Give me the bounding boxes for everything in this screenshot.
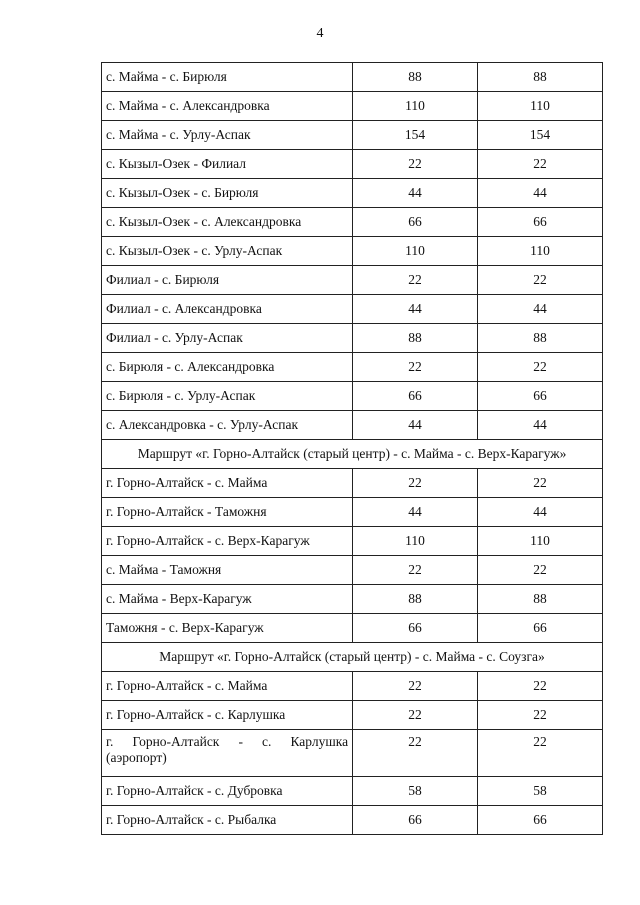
table-row	[102, 353, 603, 382]
fare-cell: 22	[353, 701, 478, 730]
section-title: Маршрут «г. Горно-Алтайск (старый центр) - с. Майма - с. Верх-Карагуж»	[102, 440, 603, 469]
table-row	[102, 730, 603, 777]
route-cell: с. Майма - Верх-Карагуж	[102, 585, 353, 614]
table-row	[102, 672, 603, 701]
table-row	[102, 806, 603, 835]
fares-table-body	[102, 63, 603, 835]
table-row	[102, 527, 603, 556]
fare-cell: 22	[353, 469, 478, 498]
page-number: 4	[316, 26, 324, 41]
route-cell: г. Горно-Алтайск - с. Майма	[102, 469, 353, 498]
route-cell: с. Александровка - с. Урлу-Аспак	[102, 411, 353, 440]
fare-cell: 66	[353, 614, 478, 643]
fare-cell: 22	[353, 672, 478, 701]
table-row	[102, 179, 603, 208]
fare-cell: 110	[478, 527, 603, 556]
route-cell: Таможня - с. Верх-Карагуж	[102, 614, 353, 643]
fare-cell: 66	[353, 806, 478, 835]
route-cell: Филиал - с. Александровка	[102, 295, 353, 324]
route-cell: г. Горно-Алтайск - с. Рыбалка	[102, 806, 353, 835]
route-cell: с. Бирюля - с. Александровка	[102, 353, 353, 382]
fare-cell: 22	[353, 353, 478, 382]
table-row	[102, 208, 603, 237]
fare-cell: 22	[478, 469, 603, 498]
fare-cell: 154	[478, 121, 603, 150]
fare-cell: 110	[478, 92, 603, 121]
fare-cell: 110	[353, 527, 478, 556]
fare-cell: 66	[353, 382, 478, 411]
fare-cell: 58	[478, 777, 603, 806]
route-cell: с. Кызыл-Озек - с. Урлу-Аспак	[102, 237, 353, 266]
route-section-header	[102, 440, 603, 469]
table-row	[102, 92, 603, 121]
fare-cell: 44	[353, 295, 478, 324]
fare-cell: 88	[478, 585, 603, 614]
route-cell: с. Бирюля - с. Урлу-Аспак	[102, 382, 353, 411]
route-cell: г. Горно-Алтайск - с. Карлушка	[102, 701, 353, 730]
fare-cell: 22	[353, 266, 478, 295]
table-row	[102, 498, 603, 527]
route-cell: с. Кызыл-Озек - с. Бирюля	[102, 179, 353, 208]
fare-cell: 88	[353, 63, 478, 92]
fare-cell: 66	[478, 614, 603, 643]
fare-cell: 58	[353, 777, 478, 806]
fare-cell: 88	[353, 585, 478, 614]
section-title: Маршрут «г. Горно-Алтайск (старый центр) - с. Майма - с. Соузга»	[102, 643, 603, 672]
fare-cell: 22	[478, 730, 603, 777]
route-cell: г. Горно-Алтайск - с. Карлушка (аэропорт)	[102, 730, 353, 777]
table-row	[102, 237, 603, 266]
fare-cell: 88	[478, 63, 603, 92]
fare-cell: 44	[478, 295, 603, 324]
table-row	[102, 266, 603, 295]
fare-cell: 66	[353, 208, 478, 237]
table-row	[102, 382, 603, 411]
table-row	[102, 324, 603, 353]
route-cell: с. Кызыл-Озек - Филиал	[102, 150, 353, 179]
table-row	[102, 63, 603, 92]
route-cell: г. Горно-Алтайск - с. Майма	[102, 672, 353, 701]
fare-cell: 22	[478, 266, 603, 295]
route-section-header	[102, 643, 603, 672]
route-cell: Филиал - с. Бирюля	[102, 266, 353, 295]
fare-cell: 22	[353, 556, 478, 585]
fares-table	[101, 62, 603, 835]
route-cell: с. Майма - с. Бирюля	[102, 63, 353, 92]
table-row	[102, 585, 603, 614]
fare-cell: 44	[478, 498, 603, 527]
fare-cell: 44	[478, 179, 603, 208]
fare-cell: 44	[478, 411, 603, 440]
fare-cell: 22	[353, 150, 478, 179]
route-cell: г. Горно-Алтайск - с. Верх-Карагуж	[102, 527, 353, 556]
route-cell: с. Кызыл-Озек - с. Александровка	[102, 208, 353, 237]
route-cell: Филиал - с. Урлу-Аспак	[102, 324, 353, 353]
table-row	[102, 469, 603, 498]
fare-cell: 22	[478, 150, 603, 179]
fare-cell: 110	[353, 92, 478, 121]
route-cell: с. Майма - Таможня	[102, 556, 353, 585]
fare-cell: 22	[478, 353, 603, 382]
fare-cell: 44	[353, 498, 478, 527]
fare-cell: 66	[478, 208, 603, 237]
table-row	[102, 150, 603, 179]
route-cell: с. Майма - с. Урлу-Аспак	[102, 121, 353, 150]
route-cell: г. Горно-Алтайск - Таможня	[102, 498, 353, 527]
fare-cell: 88	[478, 324, 603, 353]
table-row	[102, 701, 603, 730]
table-row	[102, 121, 603, 150]
fare-cell: 22	[353, 730, 478, 777]
fare-cell: 44	[353, 179, 478, 208]
fare-cell: 88	[353, 324, 478, 353]
fare-cell: 110	[353, 237, 478, 266]
fare-cell: 66	[478, 806, 603, 835]
fare-cell: 22	[478, 672, 603, 701]
route-cell: г. Горно-Алтайск - с. Дубровка	[102, 777, 353, 806]
table-row	[102, 777, 603, 806]
fare-cell: 22	[478, 556, 603, 585]
fare-cell: 22	[478, 701, 603, 730]
fare-cell: 154	[353, 121, 478, 150]
fare-cell: 110	[478, 237, 603, 266]
fare-cell: 66	[478, 382, 603, 411]
table-row	[102, 614, 603, 643]
fare-cell: 44	[353, 411, 478, 440]
table-row	[102, 411, 603, 440]
table-row	[102, 556, 603, 585]
table-row	[102, 295, 603, 324]
route-cell: с. Майма - с. Александровка	[102, 92, 353, 121]
